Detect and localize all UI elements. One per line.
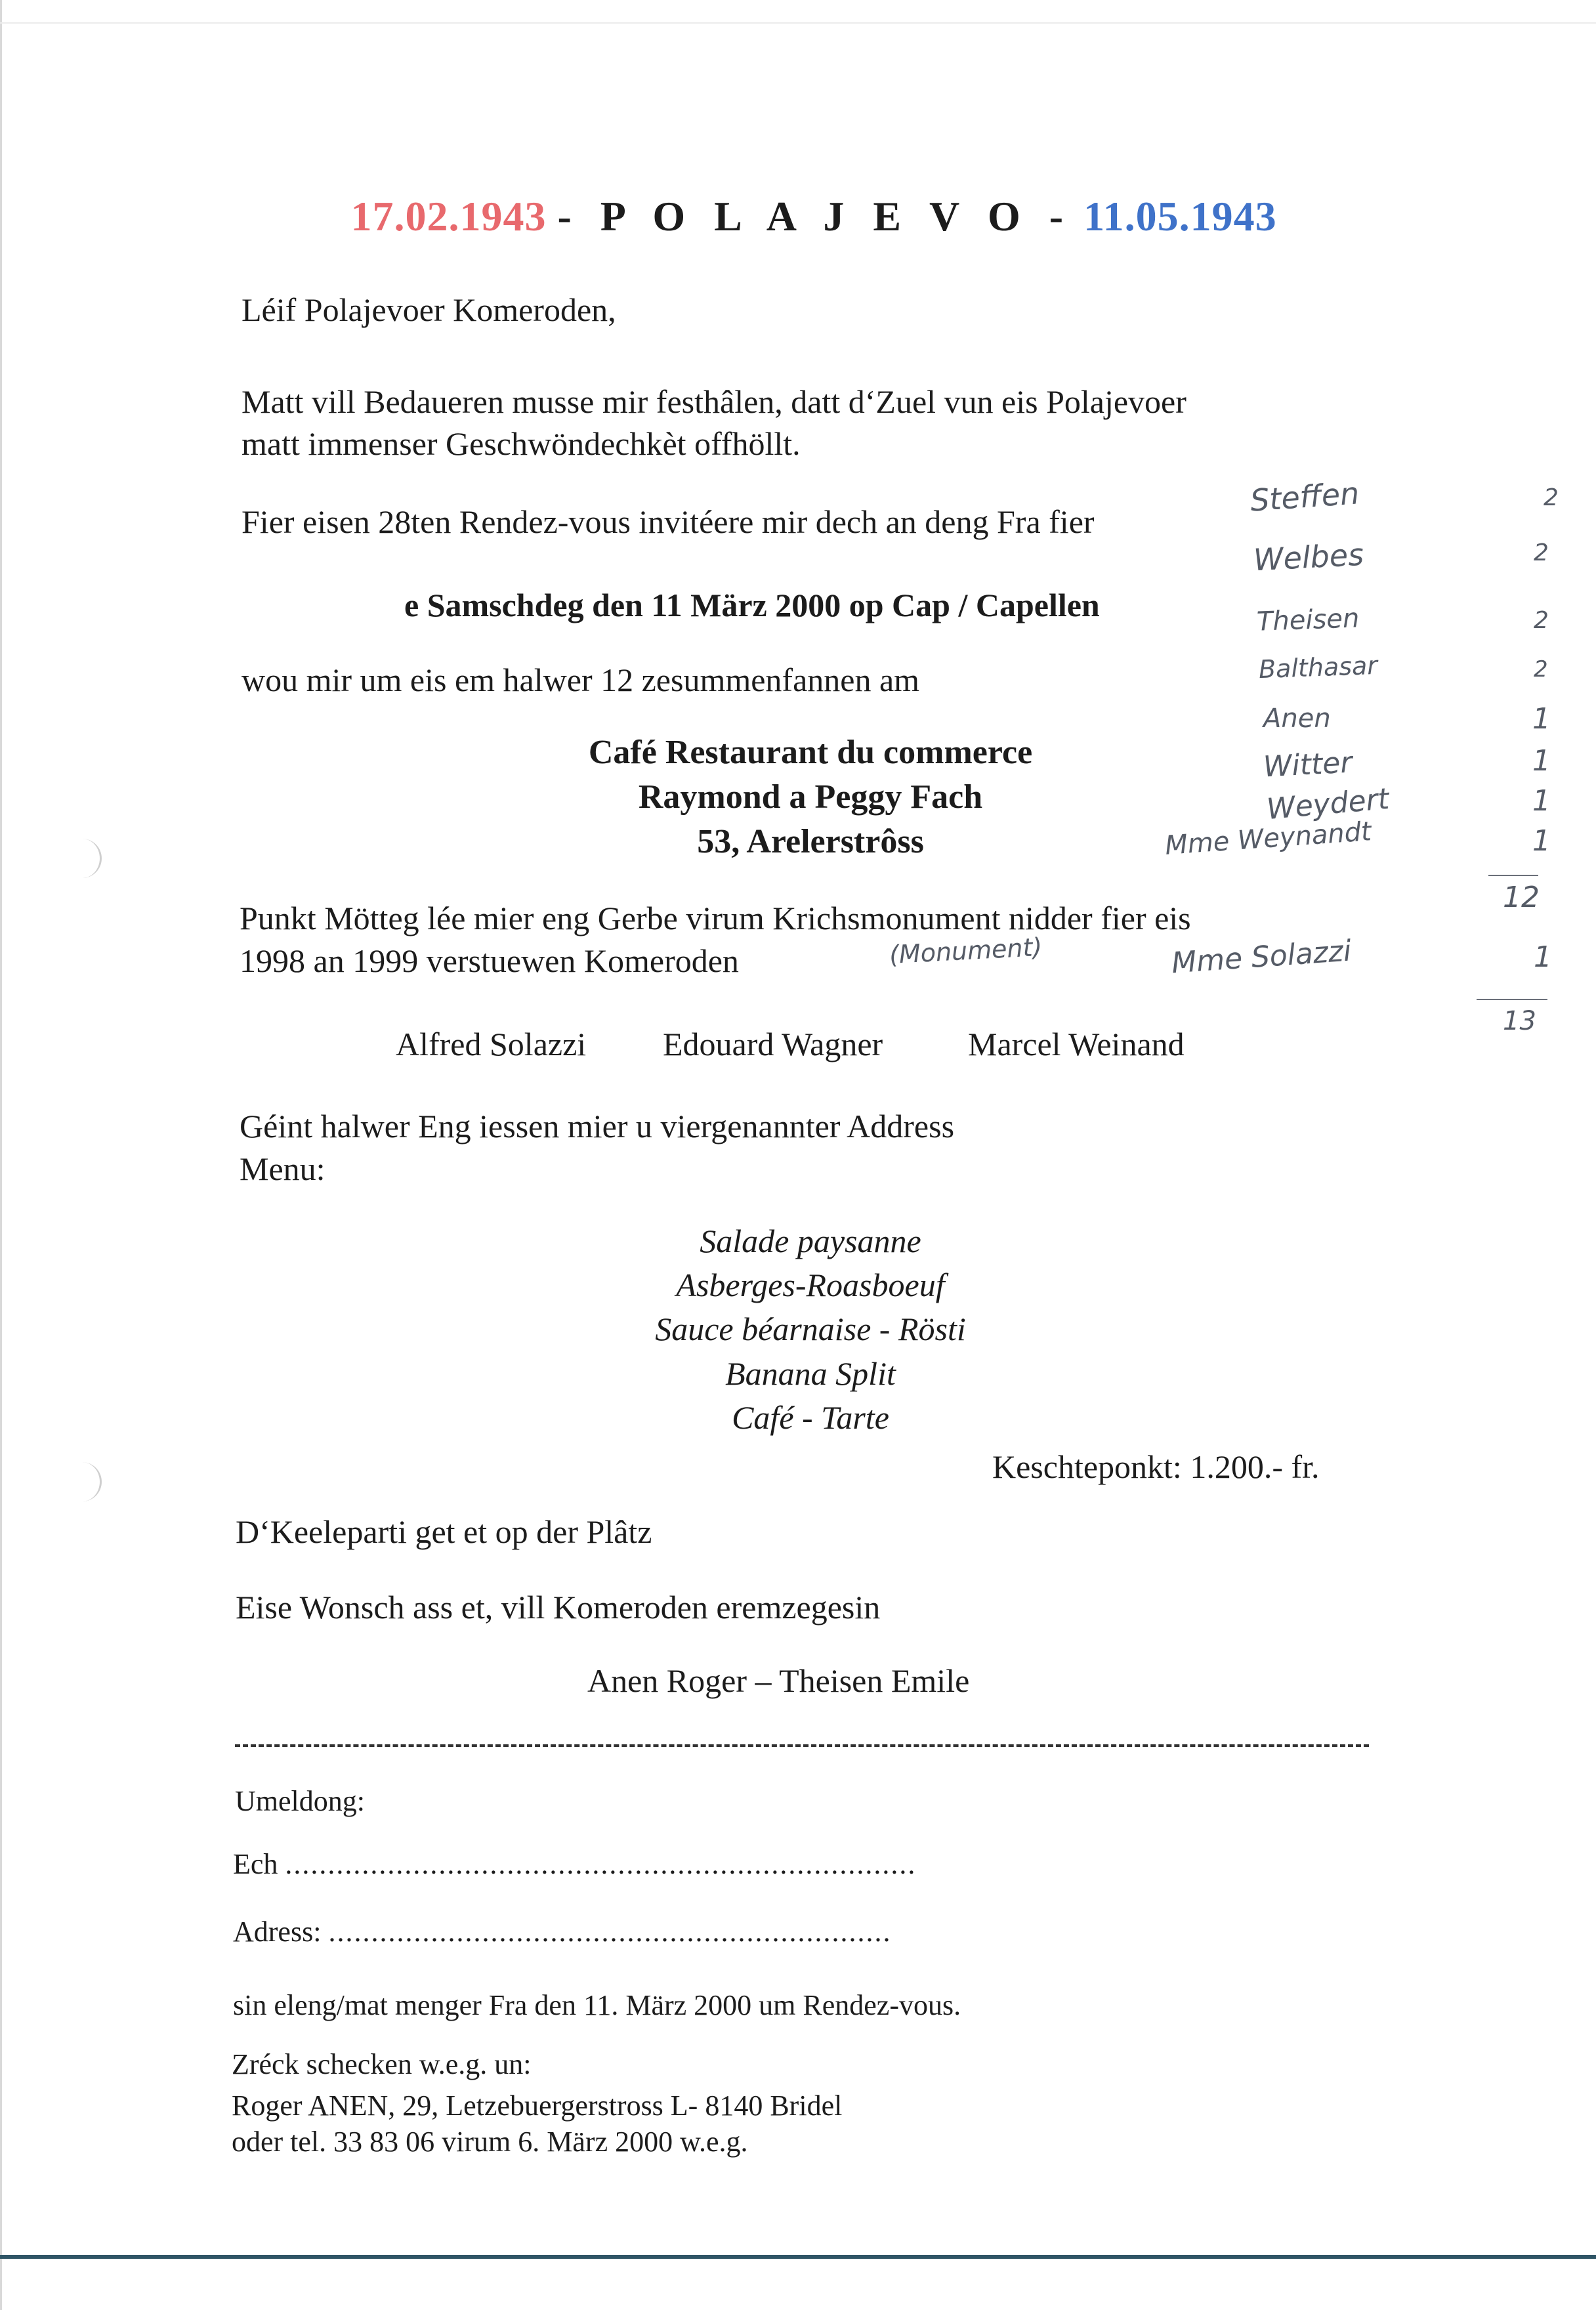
venue-address: 53, Arelerstrôss bbox=[697, 823, 924, 860]
menu-item: Banana Split bbox=[725, 1355, 896, 1392]
address-field-dots: .................................................................. bbox=[328, 1916, 892, 1948]
handwritten-name: Welbes bbox=[1252, 536, 1365, 578]
handwritten-count: 1 bbox=[1534, 940, 1552, 974]
menu-item: Salade paysanne bbox=[700, 1223, 921, 1259]
invitation-line: Fier eisen 28ten Rendez-vous invitéere mir dech an deng Fra fier bbox=[242, 503, 1095, 540]
handwritten-name: Theisen bbox=[1256, 603, 1360, 637]
handwritten-name: Anen bbox=[1263, 704, 1331, 734]
menu-item: Café - Tarte bbox=[732, 1399, 889, 1436]
menu-label: Menu: bbox=[240, 1150, 326, 1187]
return-line-1: Zréck schecken w.e.g. un: bbox=[232, 2048, 532, 2080]
punch-hole bbox=[74, 1462, 102, 1502]
event-date: e Samschdeg den 11 März 2000 op Cap / Capellen bbox=[404, 587, 1100, 623]
punch-hole bbox=[74, 839, 102, 878]
cut-line bbox=[235, 1744, 1369, 1747]
handwritten-count: 1 bbox=[1532, 702, 1551, 736]
handwritten-name: Mme Solazzi bbox=[1170, 934, 1353, 980]
title-end-date: 11.05.1943 bbox=[1083, 193, 1277, 240]
menu-item: Asberges-Roasboeuf bbox=[676, 1267, 945, 1303]
deceased-name: Edouard Wagner bbox=[663, 1026, 883, 1062]
name-field-dots: .......................................................................... bbox=[285, 1848, 917, 1880]
intro-line-1: Matt vill Bedaueren musse mir festhâlen, datt d‘Zuel vun eis Polajevoer bbox=[242, 383, 1186, 420]
return-line-2: Roger ANEN, 29, Letzebuergerstross L- 8140 Bridel bbox=[232, 2090, 843, 2122]
cost-line: Keschteponkt: 1.200.- fr. bbox=[992, 1448, 1320, 1485]
handwritten-count: 1 bbox=[1532, 744, 1551, 778]
bowling-line: D‘Keeleparti get et op der Plâtz bbox=[236, 1513, 652, 1550]
handwritten-note: (Monument) bbox=[889, 932, 1043, 970]
handwritten-count: 2 bbox=[1534, 539, 1549, 566]
address-field[interactable] bbox=[233, 1913, 891, 1951]
deceased-name: Alfred Solazzi bbox=[396, 1026, 587, 1062]
handwritten-total: 13 bbox=[1503, 1006, 1536, 1036]
memorial-line-1: Punkt Mötteg lée mier eng Gerbe virum Krichsmonument nidder fier eis bbox=[240, 900, 1191, 936]
meeting-line: wou mir um eis em halwer 12 zesummenfannen am bbox=[242, 662, 920, 698]
title-start-date: 17.02.1943 bbox=[350, 193, 547, 240]
menu-item: Sauce béarnaise - Rösti bbox=[655, 1311, 966, 1347]
return-line-3: oder tel. 33 83 06 virum 6. März 2000 w.e.g. bbox=[232, 2126, 748, 2158]
handwritten-subtotal: 12 bbox=[1503, 881, 1540, 914]
name-field[interactable] bbox=[233, 1845, 916, 1883]
handwritten-name: Weydert bbox=[1265, 782, 1391, 827]
wish-line: Eise Wonsch ass et, vill Komeroden eremzegesin bbox=[236, 1589, 881, 1626]
handwritten-count: 2 bbox=[1534, 656, 1548, 682]
handwritten-name: Mme Weynandt bbox=[1164, 816, 1373, 861]
handwritten-sum-line bbox=[1488, 875, 1538, 876]
venue-owners: Raymond a Peggy Fach bbox=[638, 778, 983, 816]
intro-line-2: matt immenser Geschwöndechkèt offhöllt. bbox=[242, 425, 801, 462]
signatories: Anen Roger – Theisen Emile bbox=[587, 1662, 970, 1699]
venue-name: Café Restaurant du commerce bbox=[588, 734, 1033, 771]
title-name: - P O L A J E V O - bbox=[557, 193, 1073, 240]
lunch-line: Géint halwer Eng iessen mier u viergenannter Address bbox=[240, 1108, 955, 1144]
form-label: Umeldong: bbox=[235, 1785, 365, 1817]
handwritten-count: 2 bbox=[1544, 484, 1559, 511]
bottom-border bbox=[0, 2255, 1596, 2259]
handwritten-name: Balthasar bbox=[1258, 650, 1378, 684]
deceased-name: Marcel Weinand bbox=[968, 1026, 1185, 1062]
greeting: Léif Polajevoer Komeroden, bbox=[242, 291, 616, 328]
memorial-line-2: 1998 an 1999 verstuewen Komeroden bbox=[240, 942, 739, 979]
page-edge bbox=[0, 0, 2, 2310]
name-field-label: Ech bbox=[233, 1848, 278, 1880]
handwritten-count: 1 bbox=[1532, 784, 1551, 818]
handwritten-sum-line bbox=[1477, 999, 1547, 1000]
address-field-label: Adress: bbox=[233, 1916, 322, 1948]
handwritten-count: 2 bbox=[1534, 607, 1549, 634]
handwritten-count: 1 bbox=[1532, 824, 1551, 858]
handwritten-name: Steffen bbox=[1249, 475, 1360, 518]
page-edge-top bbox=[0, 22, 1596, 24]
attendance-line: sin eleng/mat menger Fra den 11. März 2000 um Rendez-vous. bbox=[233, 1989, 961, 2021]
page-title bbox=[0, 190, 1596, 243]
handwritten-name: Witter bbox=[1262, 746, 1353, 784]
